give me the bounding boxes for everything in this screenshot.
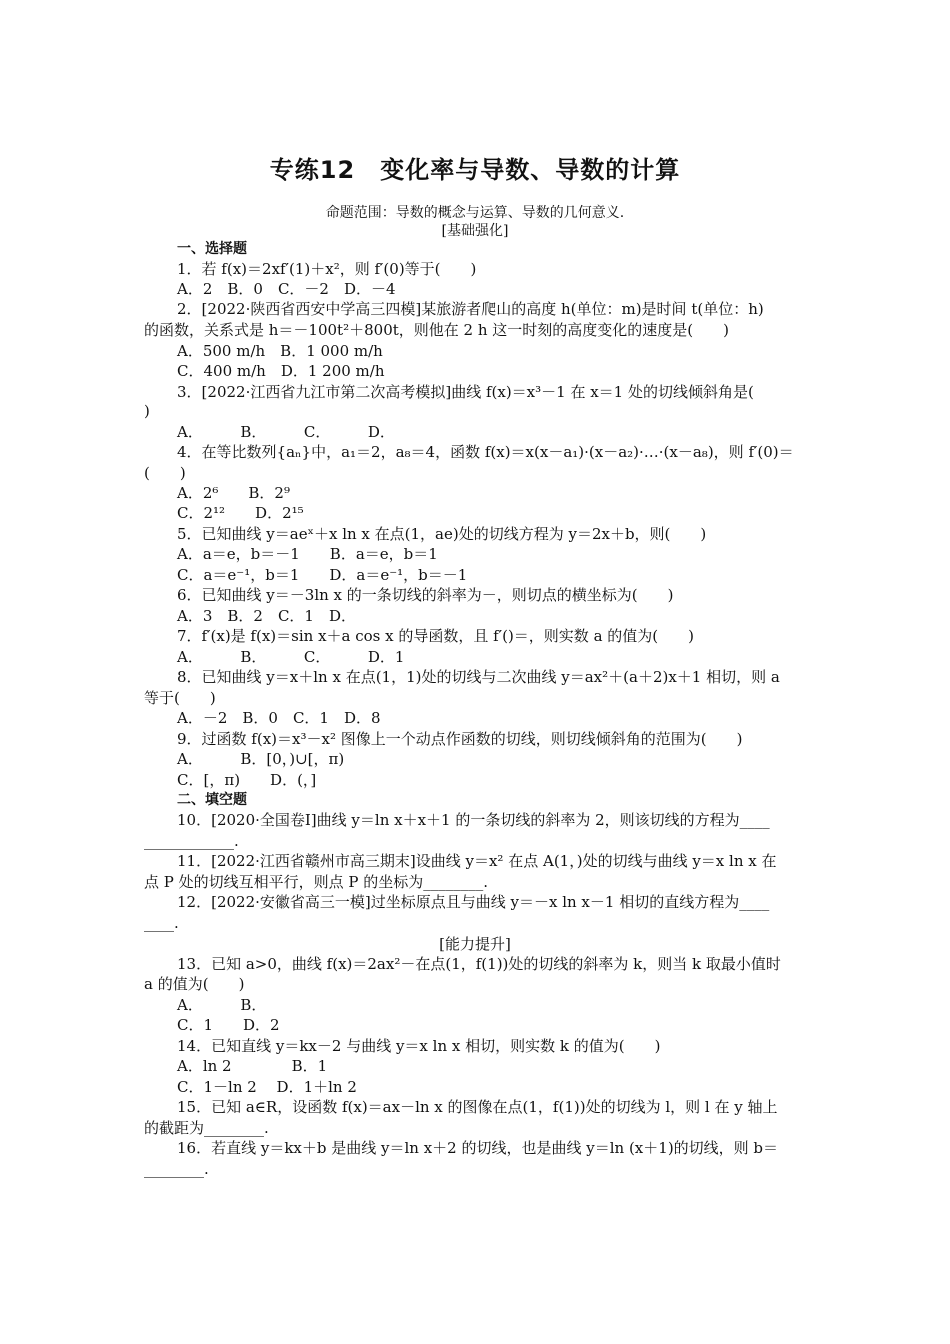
basic-label: [基础强化] [441,223,509,239]
question-12-cont: ____. [144,914,179,932]
question-8-options: A．－2 B．0 C．1 D．8 [177,709,381,727]
question-2-options-2: C．400 m/h D．1 200 m/h [177,362,385,380]
question-14-options-2: C．1－ln 2 D．1＋ln 2 [177,1078,357,1096]
question-14-options-1: A．ln 2 B．1 [177,1057,328,1075]
question-12: 12．[2022·安徽省高三一模]过坐标原点且与曲线 y＝－x ln x－1 相切的直线方程为____ [177,893,770,911]
question-5-options-1: A．a＝e，b＝－1 B．a＝e，b＝1 [177,545,438,563]
question-10-cont: ____________. [144,832,239,850]
question-6: 6．已知曲线 y＝－3ln x 的一条切线的斜率为－，则切点的横坐标为( ) [177,586,674,604]
question-8: 8．已知曲线 y＝x＋ln x 在点(1，1)处的切线与二次曲线 y＝ax²＋(a＋2)x＋1 相切，则 a [177,668,780,686]
question-9: 9．过函数 f(x)＝x³－x² 图像上一个动点作函数的切线，则切线倾斜角的范围为( ) [177,730,743,748]
section-fill: 二、填空题 [177,792,247,808]
question-10: 10．[2020·全国卷Ⅰ]曲线 y＝ln x＋x＋1 的一条切线的斜率为 2，则该切线的方程为____ [177,811,770,829]
question-13: 13．已知 a>0，曲线 f(x)＝2ax²－在点(1，f(1))处的切线的斜率为 k，则当 k 取最小值时 [177,955,781,973]
question-1: 1．若 f(x)＝2xf′(1)＋x²，则 f′(0)等于( ) [177,260,477,278]
question-13-options-1: A． B． [177,996,267,1014]
question-14: 14．已知直线 y＝kx－2 与曲线 y＝x ln x 相切，则实数 k 的值为( ) [177,1037,661,1055]
question-4: 4．在等比数列{aₙ}中，a₁＝2，a₈＝4，函数 f(x)＝x(x－a₁)·(x－a₂)·…·(x－a₈)，则 f′(0)＝ [177,443,794,461]
question-3: 3．[2022·江西省九江市第二次高考模拟]曲线 f(x)＝x³－1 在 x＝1 处的切线倾斜角是( [177,383,754,401]
question-11: 11．[2022·江西省赣州市高三期末]设曲线 y＝x² 在点 A(1，)处的切线与曲线 y＝x ln x 在 [177,852,777,870]
question-4-options-1: A．2⁶ B．2⁹ [177,484,290,502]
question-3-cont: ) [144,402,150,420]
question-2-cont: 的函数，关系式是 h＝－100t²＋800t，则他在 2 h 这一时刻的高度变化的速度是( ) [144,321,729,339]
section-choice: 一、选择题 [177,241,247,257]
question-16-cont: ________. [144,1160,209,1178]
question-9-options-2: C．[，π) D．(，] [177,771,317,789]
scope-line: 命题范围：导数的概念与运算、导数的几何意义. [325,205,625,221]
question-2: 2．[2022·陕西省西安中学高三四模]某旅游者爬山的高度 h(单位：m)是时间 t(单位：h) [177,300,764,318]
question-4-cont: ( ) [144,464,186,482]
question-2-options-1: A．500 m/h B．1 000 m/h [177,342,383,360]
question-6-options: A．3 B．2 C．1 D． [177,607,356,625]
question-7: 7．f′(x)是 f(x)＝sin x＋a cos x 的导函数，且 f′()＝，则实数 a 的值为( ) [177,627,694,645]
question-15: 15．已知 a∈R，设函数 f(x)＝ax－ln x 的图像在点(1，f(1))处的切线为 l，则 l 在 y 轴上 [177,1098,778,1116]
question-5-options-2: C．a＝e⁻¹，b＝1 D．a＝e⁻¹，b＝－1 [177,566,468,584]
question-7-options: A． B． C． D．1 [177,648,405,666]
question-16: 16．若直线 y＝kx＋b 是曲线 y＝ln x＋2 的切线，也是曲线 y＝ln (x＋1)的切线，则 b＝ [177,1139,779,1157]
advanced-label: [能力提升] [439,935,511,953]
question-11-cont: 点 P 处的切线互相平行，则点 P 的坐标为________. [144,873,489,891]
question-13-cont: a 的值为( ) [144,975,245,993]
question-13-options-2: C．1 D．2 [177,1016,280,1034]
question-3-options: A． B． C． D． [177,423,395,441]
question-1-options: A．2 B．0 C．－2 D．－4 [177,280,396,298]
question-15-cont: 的截距为________. [144,1119,269,1137]
question-8-cont: 等于( ) [144,689,216,707]
page-title: 专练12 变化率与导数、导数的计算 [269,156,681,184]
question-9-options-1: A． B．[0，)∪[，π) [177,750,345,768]
question-4-options-2: C．2¹² D．2¹⁵ [177,504,304,522]
question-5: 5．已知曲线 y＝aeˣ＋x ln x 在点(1，ae)处的切线方程为 y＝2x＋b，则( ) [177,525,707,543]
